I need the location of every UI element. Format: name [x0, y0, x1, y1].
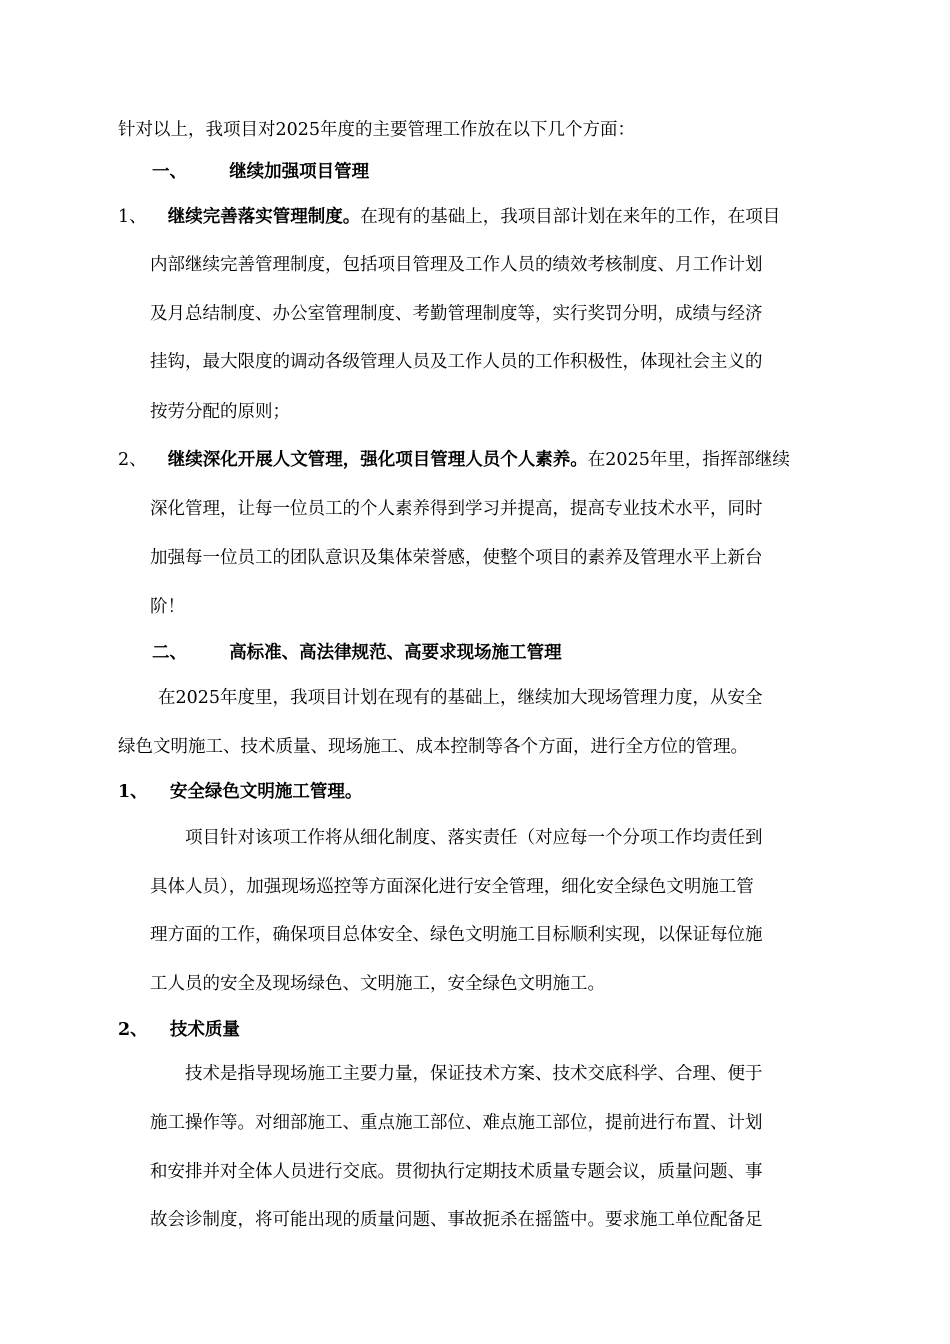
intro-line: 针对以上，我项目对2025年度的主要管理工作放在以下几个方面： [118, 120, 636, 140]
item1-2-line1: 在2025年里，指挥部继续 [587, 450, 790, 470]
item1-1-line3: 及月总结制度、办公室管理制度、考勤管理制度等，实行奖罚分明，成绩与经济 [150, 304, 763, 324]
item1-1-first-line [118, 205, 780, 229]
item1-2-first-line [118, 448, 790, 472]
section1-heading [152, 160, 369, 184]
item1-1-number: 1、 [118, 207, 147, 227]
section1-number: 一、 [152, 162, 187, 182]
item2-1-title: 安全绿色文明施工管理。 [169, 782, 363, 802]
section2-heading [152, 641, 562, 665]
item1-1-line2: 内部继续完善管理制度，包括项目管理及工作人员的绩效考核制度、月工作计划 [150, 255, 763, 275]
item2-1-line1: 项目针对该项工作将从细化制度、落实责任（对应每一个分项工作均责任到 [185, 828, 763, 848]
item2-2-line3: 和安排并对全体人员进行交底。贯彻执行定期技术质量专题会议，质量问题、事 [150, 1162, 763, 1182]
item2-1-heading [118, 780, 362, 804]
section2-title: 高标准、高法律规范、高要求现场施工管理 [229, 643, 562, 663]
section1-title: 继续加强项目管理 [229, 162, 370, 182]
section2-para-line1: 在2025年度里，我项目计划在现有的基础上，继续加大现场管理力度，从安全 [158, 688, 763, 708]
item1-1-line5: 按劳分配的原则； [150, 402, 290, 422]
item2-2-line4: 故会诊制度，将可能出现的质量问题、事故扼杀在摇篮中。要求施工单位配备足 [150, 1210, 763, 1230]
item1-2-line4: 阶！ [150, 597, 185, 617]
item2-1-number: 1、 [118, 782, 148, 802]
section2-para-line2: 绿色文明施工、技术质量、现场施工、成本控制等各个方面，进行全方位的管理。 [118, 737, 748, 757]
item2-2-title: 技术质量 [169, 1020, 240, 1040]
item1-1-line4: 挂钩，最大限度的调动各级管理人员及工作人员的工作积极性，体现社会主义的 [150, 352, 763, 372]
item2-1-line2: 具体人员），加强现场巡控等方面深化进行安全管理，细化安全绿色文明施工管 [150, 877, 754, 897]
item2-1-line4: 工人员的安全及现场绿色、文明施工，安全绿色文明施工。 [150, 974, 605, 994]
item1-2-line2: 深化管理，让每一位员工的个人素养得到学习并提高，提高专业技术水平，同时 [150, 499, 763, 519]
item1-1-bold: 继续完善落实管理制度。 [167, 207, 361, 227]
item2-2-line1: 技术是指导现场施工主要力量，保证技术方案、技术交底科学、合理、便于 [185, 1064, 763, 1084]
item2-1-line3: 理方面的工作，确保项目总体安全、绿色文明施工目标顺利实现，以保证每位施 [150, 925, 763, 945]
item1-2-number: 2、 [118, 450, 147, 470]
section2-number: 二、 [152, 643, 187, 663]
item1-2-line3: 加强每一位员工的团队意识及集体荣誉感，使整个项目的素养及管理水平上新台 [150, 548, 763, 568]
item2-2-heading [118, 1018, 240, 1042]
item2-2-line2: 施工操作等。对细部施工、重点施工部位、难点施工部位，提前进行布置、计划 [150, 1113, 763, 1133]
item1-1-line1: 在现有的基础上，我项目部计划在来年的工作，在项目 [360, 207, 781, 227]
item1-2-bold: 继续深化开展人文管理，强化项目管理人员个人素养。 [167, 450, 588, 470]
item2-2-number: 2、 [118, 1020, 148, 1040]
